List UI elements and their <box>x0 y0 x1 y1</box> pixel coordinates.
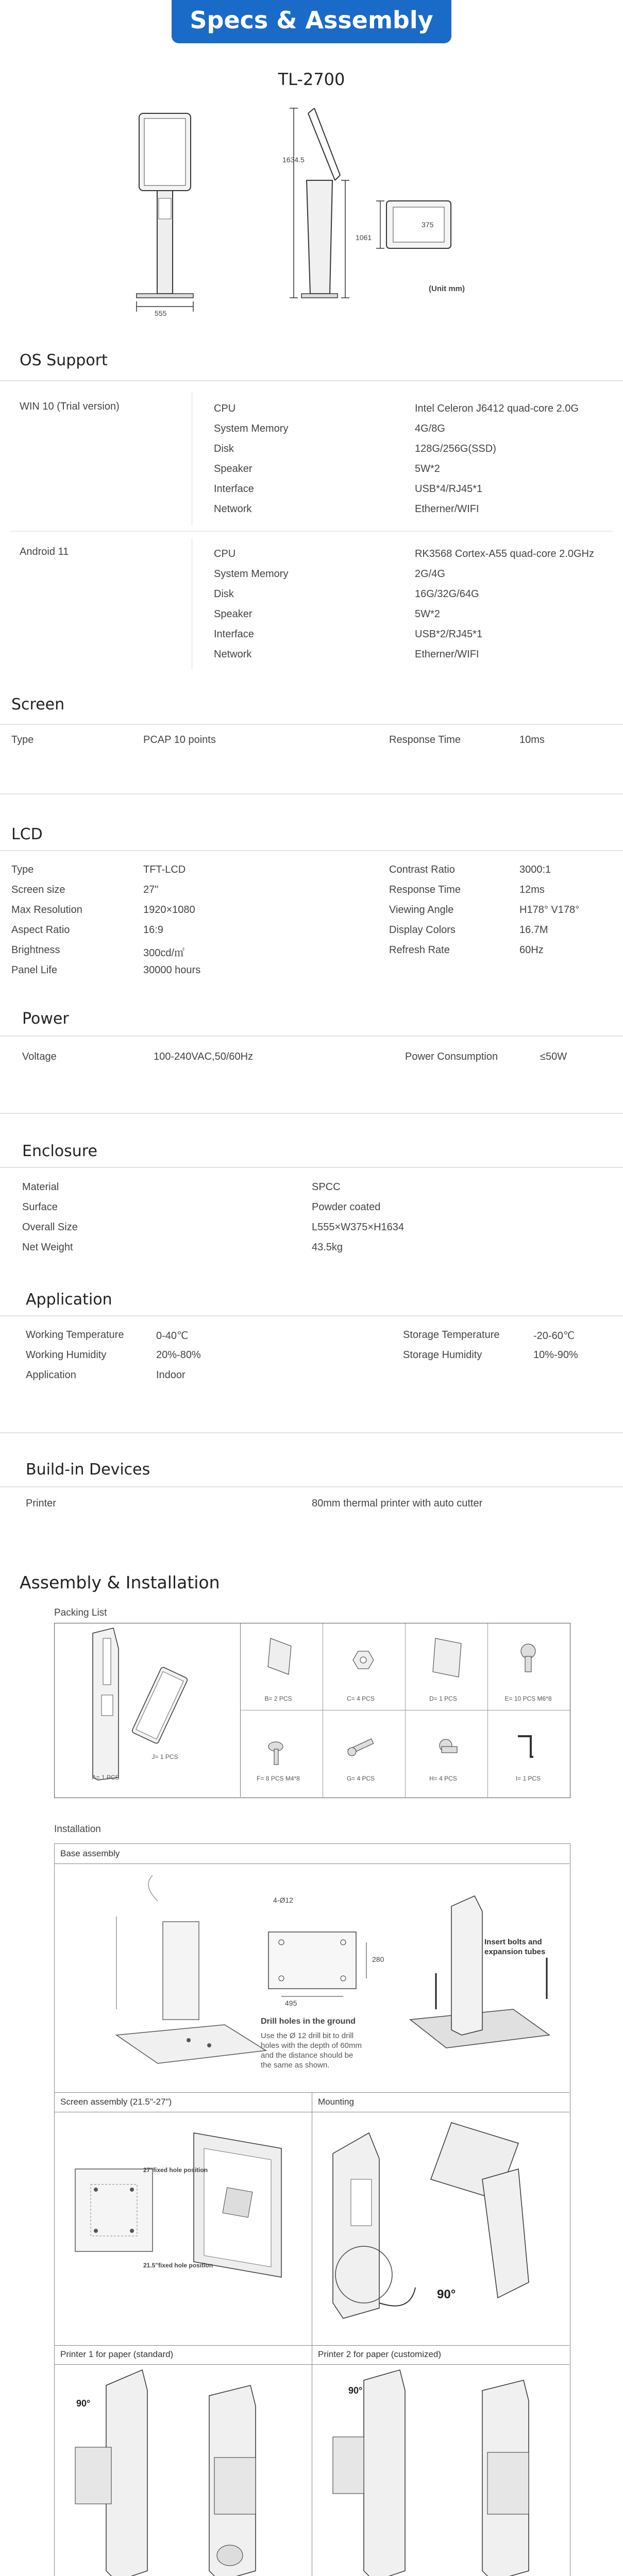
item-c-caption: C= 4 PCS <box>347 1695 375 1702</box>
drill-dim-c: 280 <box>372 1955 384 1963</box>
application-right-k1: Storage Humidity <box>403 1349 482 1361</box>
power-voltage-key: Voltage <box>22 1051 57 1062</box>
printer2-unit <box>482 2380 529 2576</box>
screen-title: Screen <box>11 696 65 714</box>
os-android-v2: 16G/32G/64G <box>415 588 479 600</box>
item-i-wrench <box>518 1736 533 1757</box>
os-android-v5: Etherner/WIFI <box>415 649 479 660</box>
os-android-name: Android 11 <box>20 546 69 557</box>
screen-resp-key: Response Time <box>389 734 461 745</box>
application-left-k0: Working Temperature <box>26 1329 124 1341</box>
top-view <box>376 201 451 248</box>
item-a-caption: A= 1 PCS <box>92 1774 120 1781</box>
os-android-k2: Disk <box>214 588 234 600</box>
os-win10-v0: Intel Celeron J6412 quad-core 2.0G <box>415 403 579 414</box>
power-title: Power <box>22 1010 69 1028</box>
assembly-title: Assembly & Installation <box>20 1572 220 1592</box>
enclosure-k3: Net Weight <box>22 1242 73 1253</box>
devices-printer-value: 80mm thermal printer with auto cutter <box>312 1498 483 1509</box>
printer2-title: Printer 2 for paper (customized) <box>318 2349 442 2359</box>
dim-width: 555 <box>155 309 167 317</box>
item-g-caption: G= 4 PCS <box>346 1775 375 1782</box>
dim-unit: (Unit mm) <box>429 284 465 293</box>
screen-type-key: Type <box>11 734 34 745</box>
mount-stand <box>333 2133 379 2318</box>
os-title: OS Support <box>20 351 108 369</box>
item-f-caption: F= 8 PCS M4*8 <box>257 1775 300 1782</box>
item-c-nut <box>353 1651 374 1669</box>
lcd-left-k2: Max Resolution <box>11 904 82 916</box>
os-android-v1: 2G/4G <box>415 568 445 580</box>
item-j-caption: J= 1 PCS <box>151 1753 178 1760</box>
enclosure-k1: Surface <box>22 1201 58 1213</box>
lcd-left-k5: Panel Life <box>11 964 57 976</box>
enclosure-v0: SPCC <box>312 1181 341 1193</box>
os-win10-k4: Interface <box>214 483 254 495</box>
lcd-left-v2: 1920×1080 <box>143 904 195 916</box>
enclosure-v1: Powder coated <box>312 1201 381 1213</box>
item-h-anchor <box>440 1739 457 1753</box>
os-win10-v4: USB*4/RJ45*1 <box>415 483 483 495</box>
drill-heading: Drill holes in the ground <box>261 2017 356 2026</box>
lcd-right-v4: 60Hz <box>519 944 544 956</box>
os-win10-v3: 5W*2 <box>415 463 440 474</box>
os-android-k0: CPU <box>214 548 236 560</box>
screen-assembly-title: Screen assembly (21.5"-27") <box>60 2097 172 2107</box>
printer1-title: Printer 1 for paper (standard) <box>60 2349 174 2359</box>
fixed-21-label: 21.5"fixed hole position <box>143 2262 213 2269</box>
banner-title: Specs & Assembly <box>190 6 433 34</box>
devices-printer-key: Printer <box>26 1498 56 1509</box>
os-android-v0: RK3568 Cortex-A55 quad-core 2.0GHz <box>415 548 594 560</box>
printer2-rotate-label: 90° <box>348 2385 363 2396</box>
lcd-right-k4: Refresh Rate <box>389 944 450 956</box>
enclosure-k0: Material <box>22 1181 59 1193</box>
dim-depth: 375 <box>422 221 434 229</box>
mounting-rotate-label: 90° <box>437 2287 456 2301</box>
application-left-v2: Indoor <box>156 1369 186 1381</box>
screen-type-value: PCAP 10 points <box>143 734 216 745</box>
dim-height-total: 1634.5 <box>282 156 305 164</box>
application-right-v1: 10%-90% <box>533 1349 578 1361</box>
lcd-left-k3: Aspect Ratio <box>11 924 70 936</box>
item-f-screw <box>268 1742 283 1765</box>
mounting-drawing <box>312 2112 570 2344</box>
item-b-caption: B= 2 PCS <box>264 1695 292 1702</box>
page-banner <box>172 0 451 43</box>
lcd-right-k0: Contrast Ratio <box>389 864 455 875</box>
os-android-v3: 5W*2 <box>415 608 440 620</box>
power-consumption-key: Power Consumption <box>405 1051 498 1062</box>
power-voltage-value: 100-240VAC,50/60Hz <box>154 1051 254 1062</box>
lcd-right-k2: Viewing Angle <box>389 904 454 916</box>
screen-assembly-drawing <box>55 2112 311 2344</box>
application-left-k2: Application <box>26 1369 76 1381</box>
packing-items-drawing <box>54 1623 570 1798</box>
lcd-left-v0: TFT-LCD <box>143 864 186 875</box>
item-a-stand <box>93 1628 119 1780</box>
lcd-right-k1: Response Time <box>389 884 461 895</box>
screen-back-view <box>194 2133 281 2277</box>
lcd-title: LCD <box>11 825 43 843</box>
enclosure-title: Enclosure <box>22 1142 97 1160</box>
lcd-left-v1: 27" <box>143 884 159 895</box>
drill-dim-b: 495 <box>285 1999 297 2007</box>
os-win10-k3: Speaker <box>214 463 252 474</box>
os-win10-k1: System Memory <box>214 423 289 434</box>
application-left-v0: 0-40℃ <box>156 1330 189 1342</box>
application-left-v1: 20%-80% <box>156 1349 201 1361</box>
stand-on-floor <box>410 1896 549 2048</box>
os-android-k1: System Memory <box>214 568 289 580</box>
base-exploded-view <box>116 1875 266 2063</box>
mount-screen <box>431 2123 529 2298</box>
os-android-k3: Speaker <box>214 608 252 620</box>
item-e-caption: E= 10 PCS M6*8 <box>504 1695 552 1702</box>
lcd-right-v2: H178° V178° <box>519 904 580 916</box>
enclosure-v2: L555×W375×H1634 <box>312 1222 405 1233</box>
printer2-stand <box>333 2370 405 2576</box>
mounting-title: Mounting <box>318 2097 354 2107</box>
os-win10-v2: 128G/256G(SSD) <box>415 443 496 454</box>
printer1-rotate-label: 90° <box>76 2398 91 2409</box>
printer1-drawing <box>55 2365 311 2576</box>
os-win10-k0: CPU <box>214 403 236 414</box>
os-win10-k2: Disk <box>214 443 234 454</box>
model-title: TL-2700 <box>278 70 345 89</box>
os-win10-v1: 4G/8G <box>415 423 445 434</box>
lcd-left-k0: Type <box>11 864 34 875</box>
application-right-k0: Storage Temperature <box>403 1329 500 1341</box>
os-win10-name: WIN 10 (Trial version) <box>20 401 120 412</box>
lcd-left-v5: 30000 hours <box>143 964 201 976</box>
lcd-left-v3: 16:9 <box>143 924 163 936</box>
front-view <box>137 113 193 312</box>
os-android-k5: Network <box>214 649 252 660</box>
bolts-text: Insert bolts and expansion tubes <box>484 1938 546 1956</box>
os-android-k4: Interface <box>214 629 254 640</box>
printer2-drawing <box>312 2365 570 2576</box>
application-title: Application <box>26 1291 112 1309</box>
os-android-v4: USB*2/RJ45*1 <box>415 629 483 640</box>
application-right-v0: -20-60℃ <box>533 1330 575 1342</box>
item-g-bolt <box>348 1739 374 1756</box>
application-left-k1: Working Humidity <box>26 1349 107 1361</box>
enclosure-v3: 43.5kg <box>312 1242 343 1253</box>
fixed-27-label: 27"fixed hole position <box>143 2166 208 2174</box>
side-view <box>290 108 349 298</box>
lcd-left-k4: Brightness <box>11 944 60 956</box>
lcd-left-k1: Screen size <box>11 884 65 895</box>
lcd-right-k3: Display Colors <box>389 924 456 936</box>
item-h-caption: H= 4 PCS <box>429 1775 457 1782</box>
item-j-screen <box>131 1667 188 1744</box>
item-e-screw <box>521 1644 535 1672</box>
devices-title: Build-in Devices <box>26 1461 150 1479</box>
vesa-plate-diagram <box>75 2169 153 2251</box>
screen-resp-value: 10ms <box>519 734 545 745</box>
os-win10-v5: Etherner/WIFI <box>415 503 479 515</box>
drill-text: Use the Ø 12 drill bit to drill holes with the depth of 60mm and the distance should be the same as shown. <box>261 2031 362 2070</box>
drill-dim-a: 4-Ø12 <box>273 1896 293 1904</box>
lcd-right-v3: 16.7M <box>519 924 548 936</box>
enclosure-k2: Overall Size <box>22 1222 78 1233</box>
os-win10-k5: Network <box>214 503 252 515</box>
lcd-right-v0: 3000:1 <box>519 864 551 875</box>
drill-diagram <box>268 1932 366 1996</box>
base-assembly-title: Base assembly <box>60 1849 120 1858</box>
packing-title: Packing List <box>54 1607 107 1618</box>
item-d-caption: D= 1 PCS <box>429 1695 457 1702</box>
dim-height-stand: 1061 <box>356 233 372 242</box>
power-consumption-value: ≤50W <box>540 1051 567 1062</box>
item-d-bracket <box>433 1638 461 1677</box>
item-b-plate <box>268 1638 291 1674</box>
item-i-caption: I= 1 PCS <box>515 1775 541 1782</box>
lcd-left-v4: 300cd/㎡ <box>143 947 185 959</box>
installation-title: Installation <box>54 1824 101 1835</box>
dimension-drawing <box>119 103 490 330</box>
printer1-unit <box>209 2385 256 2576</box>
lcd-right-v1: 12ms <box>519 884 545 895</box>
